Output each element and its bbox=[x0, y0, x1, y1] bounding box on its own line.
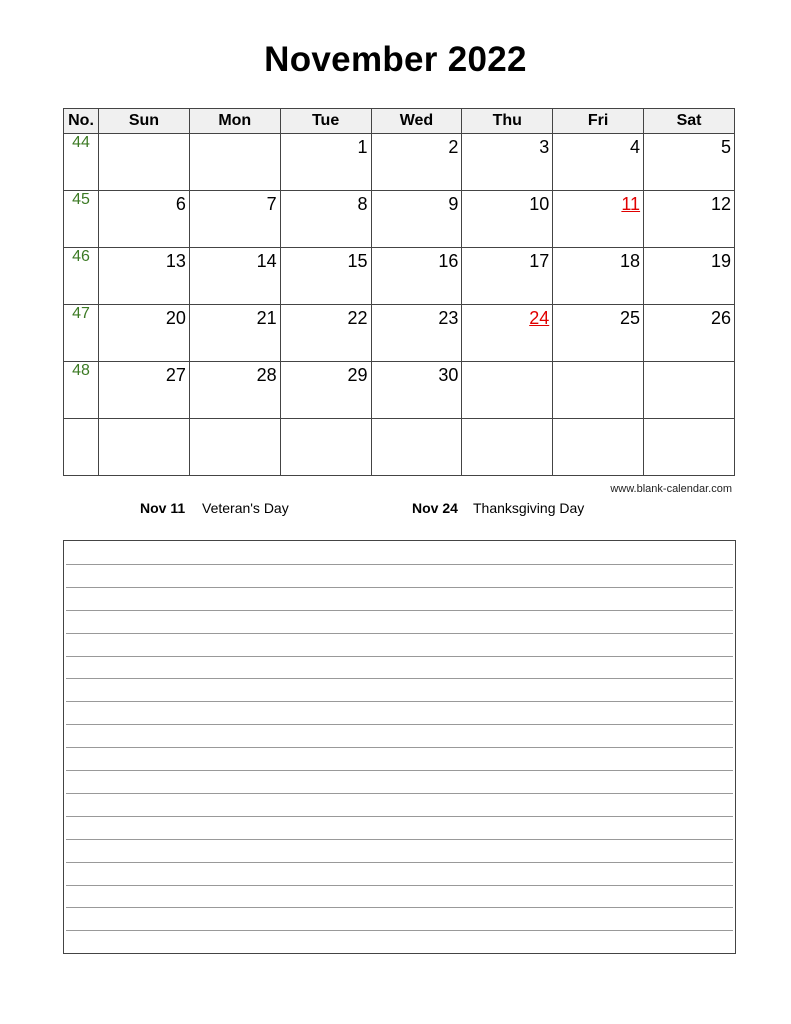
day-number: 12 bbox=[710, 194, 731, 214]
header-fri: Fri bbox=[553, 109, 644, 134]
calendar-grid bbox=[63, 108, 735, 476]
day-cell[interactable] bbox=[189, 419, 280, 476]
day-cell[interactable] bbox=[553, 134, 644, 191]
day-number: 14 bbox=[256, 251, 277, 271]
note-line bbox=[66, 747, 733, 748]
header-sat: Sat bbox=[644, 109, 735, 134]
day-cell[interactable] bbox=[99, 248, 190, 305]
week-row bbox=[64, 248, 735, 305]
day-cell[interactable] bbox=[371, 191, 462, 248]
note-line bbox=[66, 678, 733, 679]
header-wed: Wed bbox=[371, 109, 462, 134]
day-cell[interactable] bbox=[280, 134, 371, 191]
week-row bbox=[64, 191, 735, 248]
day-number: 5 bbox=[720, 137, 731, 157]
day-number: 15 bbox=[347, 251, 368, 271]
holiday-date: Nov 11 bbox=[140, 500, 186, 516]
day-number: 25 bbox=[620, 308, 641, 328]
note-line bbox=[66, 701, 733, 702]
day-number: 30 bbox=[438, 365, 459, 385]
day-cell[interactable] bbox=[371, 305, 462, 362]
day-cell[interactable] bbox=[553, 362, 644, 419]
day-cell[interactable] bbox=[462, 248, 553, 305]
note-line bbox=[66, 724, 733, 725]
day-cell[interactable] bbox=[371, 362, 462, 419]
day-cell[interactable] bbox=[553, 419, 644, 476]
header-sun: Sun bbox=[99, 109, 190, 134]
day-cell[interactable] bbox=[99, 134, 190, 191]
day-number: 23 bbox=[438, 308, 459, 328]
note-line bbox=[66, 587, 733, 588]
week-number: 47 bbox=[64, 305, 99, 362]
source-url: www.blank-calendar.com bbox=[610, 483, 732, 495]
day-cell[interactable] bbox=[644, 362, 735, 419]
week-number: 44 bbox=[64, 134, 99, 191]
header-thu: Thu bbox=[462, 109, 553, 134]
day-number: 4 bbox=[630, 137, 641, 157]
week-number bbox=[64, 419, 99, 476]
day-number: 27 bbox=[165, 365, 186, 385]
day-cell[interactable] bbox=[462, 191, 553, 248]
day-number: 20 bbox=[165, 308, 186, 328]
note-line bbox=[66, 885, 733, 886]
note-line bbox=[66, 610, 733, 611]
note-line bbox=[66, 839, 733, 840]
day-number: 6 bbox=[175, 194, 186, 214]
holiday-date: Nov 24 bbox=[412, 500, 458, 516]
day-cell[interactable] bbox=[644, 419, 735, 476]
day-number: 11 bbox=[621, 194, 641, 214]
week-number: 46 bbox=[64, 248, 99, 305]
header-mon: Mon bbox=[189, 109, 280, 134]
header-tue: Tue bbox=[280, 109, 371, 134]
week-number: 48 bbox=[64, 362, 99, 419]
day-cell[interactable] bbox=[189, 305, 280, 362]
calendar-title: November 2022 bbox=[264, 40, 527, 79]
day-number: 1 bbox=[357, 137, 368, 157]
day-number: 29 bbox=[347, 365, 368, 385]
week-number: 45 bbox=[64, 191, 99, 248]
day-cell[interactable] bbox=[644, 134, 735, 191]
note-line bbox=[66, 770, 733, 771]
note-line bbox=[66, 656, 733, 657]
week-row bbox=[64, 305, 735, 362]
day-cell[interactable] bbox=[280, 248, 371, 305]
notes-area[interactable] bbox=[63, 540, 736, 954]
note-line bbox=[66, 907, 733, 908]
day-cell[interactable] bbox=[99, 191, 190, 248]
day-cell[interactable] bbox=[371, 134, 462, 191]
day-cell[interactable] bbox=[553, 191, 644, 248]
day-cell[interactable] bbox=[99, 305, 190, 362]
note-line bbox=[66, 633, 733, 634]
day-number: 26 bbox=[710, 308, 731, 328]
day-cell[interactable] bbox=[280, 191, 371, 248]
day-number: 13 bbox=[165, 251, 186, 271]
day-cell[interactable] bbox=[462, 134, 553, 191]
day-number: 2 bbox=[448, 137, 459, 157]
day-number: 22 bbox=[347, 308, 368, 328]
note-line bbox=[66, 793, 733, 794]
day-number: 7 bbox=[266, 194, 277, 214]
day-number: 28 bbox=[256, 365, 277, 385]
day-number: 16 bbox=[438, 251, 459, 271]
day-cell[interactable] bbox=[280, 362, 371, 419]
day-cell[interactable] bbox=[644, 191, 735, 248]
day-number: 3 bbox=[539, 137, 550, 157]
day-cell[interactable] bbox=[189, 134, 280, 191]
holiday-name: Thanksgiving Day bbox=[473, 500, 585, 516]
day-cell[interactable] bbox=[99, 362, 190, 419]
day-cell[interactable] bbox=[644, 305, 735, 362]
holiday-name: Veteran's Day bbox=[202, 500, 289, 516]
calendar-header-row bbox=[64, 109, 735, 134]
day-cell[interactable] bbox=[462, 305, 553, 362]
day-cell[interactable] bbox=[553, 305, 644, 362]
day-cell[interactable] bbox=[462, 362, 553, 419]
note-line bbox=[66, 816, 733, 817]
day-cell[interactable] bbox=[189, 191, 280, 248]
note-line bbox=[66, 930, 733, 931]
day-cell[interactable] bbox=[189, 362, 280, 419]
day-number: 24 bbox=[529, 308, 550, 328]
day-number: 18 bbox=[620, 251, 641, 271]
week-row bbox=[64, 419, 735, 476]
day-cell[interactable] bbox=[644, 248, 735, 305]
day-cell[interactable] bbox=[99, 419, 190, 476]
day-number: 21 bbox=[256, 308, 277, 328]
day-cell[interactable] bbox=[462, 419, 553, 476]
header-week-number: No. bbox=[64, 109, 99, 134]
day-cell[interactable] bbox=[371, 248, 462, 305]
week-row bbox=[64, 134, 735, 191]
day-number: 19 bbox=[710, 251, 731, 271]
day-cell[interactable] bbox=[189, 248, 280, 305]
day-cell[interactable] bbox=[280, 419, 371, 476]
week-row bbox=[64, 362, 735, 419]
note-line bbox=[66, 862, 733, 863]
day-cell[interactable] bbox=[280, 305, 371, 362]
day-number: 9 bbox=[448, 194, 459, 214]
day-number: 17 bbox=[529, 251, 550, 271]
day-number: 10 bbox=[529, 194, 550, 214]
note-line bbox=[66, 564, 733, 565]
day-cell[interactable] bbox=[371, 419, 462, 476]
day-cell[interactable] bbox=[553, 248, 644, 305]
day-number: 8 bbox=[357, 194, 368, 214]
